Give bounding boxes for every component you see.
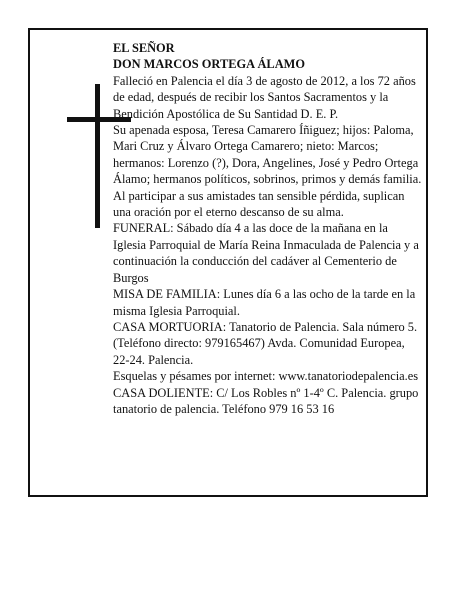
online-condolences: Esquelas y pésames por internet: www.tanatoriodepalencia.es bbox=[113, 369, 419, 384]
obituary-text bbox=[113, 40, 423, 417]
family-mass-details: MISA DE FAMILIA: Lunes día 6 a las ocho de la tarde en la misma Iglesia Parroquial. bbox=[113, 287, 416, 318]
funeral-details: FUNERAL: Sábado día 4 a las doce de la mañana en la Iglesia Parroquial de María Reina Inmaculada de Palencia y a continuación la conducción del cadáver al Cementerio de Burgos bbox=[113, 221, 419, 285]
cross-vertical-bar bbox=[95, 84, 100, 228]
deceased-name: DON MARCOS ORTEGA ÁLAMO bbox=[113, 57, 305, 72]
death-announcement: Falleció en Palencia el día 3 de agosto de 2012, a los 72 años de edad, después de recibir los Santos Sacramentos y la Bendición Apostólica de Su Santidad D. E. P. bbox=[113, 73, 416, 121]
notice-heading: EL SEÑOR bbox=[113, 41, 175, 55]
funeral-home-details: CASA MORTUORIA: Tanatorio de Palencia. Sala número 5. (Teléfono directo: 979165467) Avda. Comunidad Europea, 22-24. Palencia. bbox=[113, 319, 418, 367]
prayer-request: Al participar a sus amistades tan sensible pérdida, suplican una oración por el eterno descanso de su alma. bbox=[113, 188, 405, 220]
family-list: Su apenada esposa, Teresa Camarero Íñiguez; hijos: Paloma, Mari Cruz y Álvaro Ortega Camarero; nieto: Marcos; hermanos: Lorenzo (?), Dora, Angelines, José y Pedro Ortega Álamo; hermanos políticos, sobrinos, primos y demás familia. bbox=[113, 123, 422, 187]
family-home-details: CASA DOLIENTE: C/ Los Robles nº 1-4º C. Palencia. grupo tanatorio de palencia. Teléfono 979 16 53 16 bbox=[113, 385, 419, 416]
